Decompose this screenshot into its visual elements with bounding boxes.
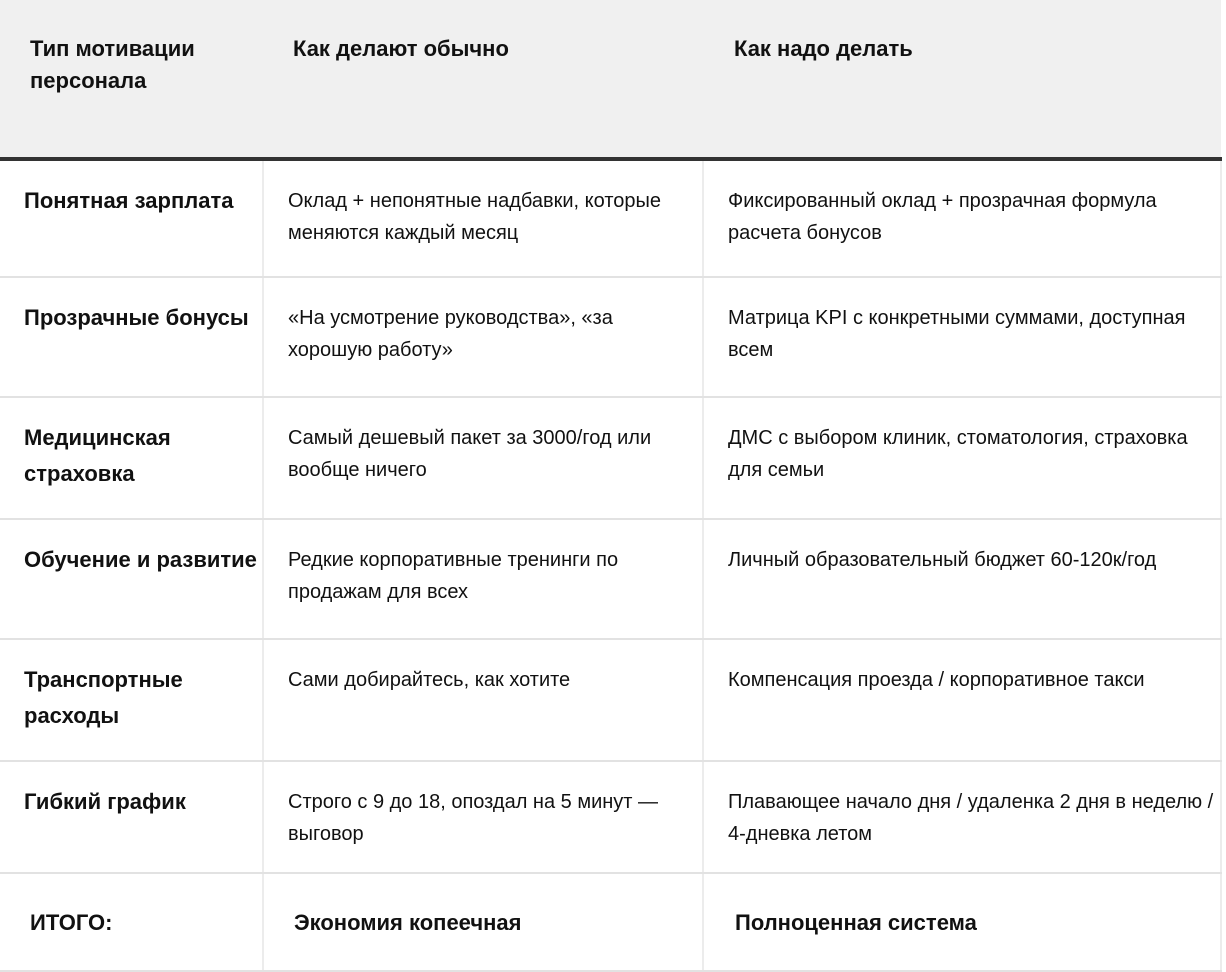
row-motivation-type: Гибкий график bbox=[0, 761, 263, 873]
row-motivation-type: Понятная зарплата bbox=[0, 159, 263, 277]
row-usual-practice: «На усмотрение руководства», «за хорошую работу» bbox=[263, 277, 703, 397]
table-row bbox=[0, 519, 1221, 639]
row-motivation-type: Прозрачные бонусы bbox=[0, 277, 263, 397]
total-usual-practice: Экономия копеечная bbox=[263, 873, 703, 971]
table-row bbox=[0, 639, 1221, 761]
row-best-practice: Личный образовательный бюджет 60-120к/год bbox=[703, 519, 1221, 639]
row-best-practice: Плавающее начало дня / удаленка 2 дня в неделю / 4-дневка летом bbox=[703, 761, 1221, 873]
header-row bbox=[0, 0, 1221, 159]
table-row bbox=[0, 159, 1221, 277]
header-motivation-type bbox=[0, 0, 263, 159]
row-usual-practice: Самый дешевый пакет за 3000/год или вообще ничего bbox=[263, 397, 703, 519]
header-motivation-type-label: Тип мотивации персонала bbox=[30, 36, 195, 93]
row-usual-practice: Оклад + непонятные надбавки, которые меняются каждый месяц bbox=[263, 159, 703, 277]
row-usual-practice: Строго с 9 до 18, опоздал на 5 минут — выговор bbox=[263, 761, 703, 873]
header-usual-practice bbox=[263, 0, 703, 159]
row-usual-practice: Сами добирайтесь, как хотите bbox=[263, 639, 703, 761]
table-body bbox=[0, 159, 1221, 971]
row-motivation-type: Медицинская страховка bbox=[0, 397, 263, 519]
total-row bbox=[0, 873, 1221, 971]
table-row bbox=[0, 397, 1221, 519]
total-label: ИТОГО: bbox=[0, 873, 263, 971]
row-best-practice: Матрица KPI с конкретными суммами, доступная всем bbox=[703, 277, 1221, 397]
header-best-practice bbox=[703, 0, 1221, 159]
header-usual-practice-label: Как делают обычно bbox=[293, 36, 509, 61]
header-best-practice-label: Как надо делать bbox=[734, 36, 913, 61]
row-best-practice: Фиксированный оклад + прозрачная формула расчета бонусов bbox=[703, 159, 1221, 277]
table-row bbox=[0, 761, 1221, 873]
row-best-practice: Компенсация проезда / корпоративное такси bbox=[703, 639, 1221, 761]
table-row bbox=[0, 277, 1221, 397]
row-motivation-type: Транспортные расходы bbox=[0, 639, 263, 761]
row-motivation-type: Обучение и развитие bbox=[0, 519, 263, 639]
row-usual-practice: Редкие корпоративные тренинги по продажам для всех bbox=[263, 519, 703, 639]
row-best-practice: ДМС с выбором клиник, стоматология, страховка для семьи bbox=[703, 397, 1221, 519]
table-header bbox=[0, 0, 1221, 159]
total-best-practice: Полноценная система bbox=[703, 873, 1221, 971]
